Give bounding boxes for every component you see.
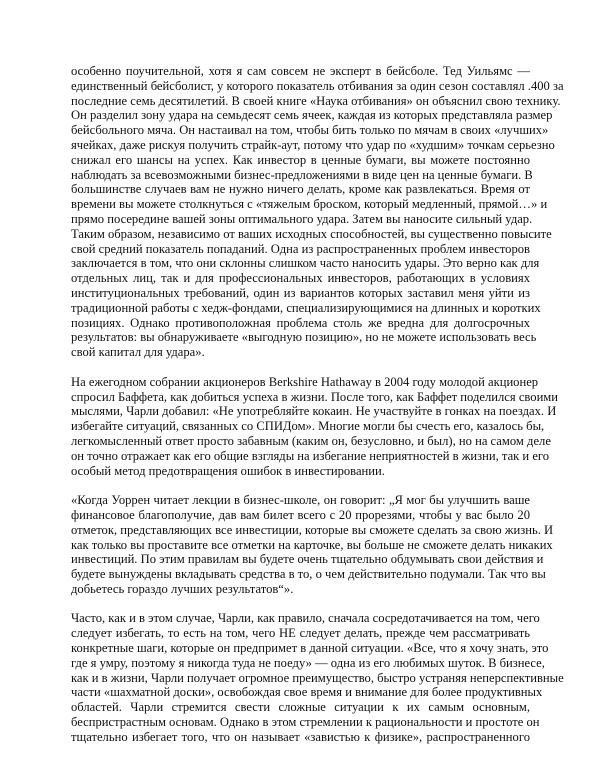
text-line: снижал его шансы на успех. Как инвестор в ценные бумаги, вы можете постоянно bbox=[71, 152, 530, 167]
text-line: наблюдать за всевозможными бизнес-предложениями в виде цен на ценные бумаги. В bbox=[71, 167, 533, 182]
text-line: следует избегать, то есть на том, чего НЕ следует делать, прежде чем рассматривать bbox=[71, 626, 530, 641]
text-line: Таким образом, независимо от ваших исходных способностей, вы существенно повысите bbox=[71, 226, 552, 241]
text-line: Часто, как и в этом случае, Чарли, как правило, сначала сосредотачивается на том, чего bbox=[71, 611, 540, 626]
text-line: части «шахматной доски», освобождая свое время и внимание для более продуктивных bbox=[71, 685, 543, 700]
text-line: спросил Баффета, как добиться успеха в жизни. После того, как Баффет поделился своими bbox=[71, 389, 559, 404]
text-line: тщательно избегает того, что он называет «завистью к физике», распространенного bbox=[71, 729, 530, 744]
text-line: мыслями, Чарли добавил: «Не употребляйте кокаин. Не участвуйте в гонках на поездах. И bbox=[71, 404, 557, 419]
text-line: где я умру, поэтому я никогда туда не поеду» — одна из его любимых шуток. В бизнесе, bbox=[71, 655, 545, 670]
text-line: легкомысленный ответ просто забавным (каким он, безусловно, и был), но на самом деле bbox=[71, 433, 551, 448]
text-line: институциональных требований, один из вариантов которых заставил меня уйти из bbox=[71, 285, 530, 300]
text-line: заключается в том, что они склонны слишком часто наносить удары. Это верно как для bbox=[71, 256, 540, 271]
text-line: ячейках, даже рискуя получить страйк-аут, потому что удар по «худшим» точкам серьезно bbox=[71, 137, 555, 152]
text-line: особенно поучительной, хотя я сам совсем не эксперт в бейсболе. Тед Уильямс — bbox=[71, 64, 530, 78]
paragraph bbox=[71, 64, 564, 360]
text-line: позициях. Однако противоположная проблема столь же вредна для долгосрочных bbox=[71, 315, 530, 330]
text-line: На ежегодном собрании акционеров Berkshire Hathaway в 2004 году молодой акционер bbox=[71, 374, 539, 389]
text-line: конкретные шаги, которые он предпримет в данной ситуации. «Все, что я хочу знать, это bbox=[71, 641, 549, 656]
text-line: как только вы проставите все отметки на карточке, вы больше не сможете делать никаких bbox=[71, 537, 553, 552]
text-line: финансовое благополучие, дав вам билет всего с 20 прорезями, чтобы у вас было 20 bbox=[71, 507, 530, 522]
text-line: прямо посередине вашей зоны оптимального удара. Затем вы наносите сильный удар. bbox=[71, 211, 533, 226]
text-line: времени вы можете столкнуться с «тяжелым броском, который медленный, прямой…» и bbox=[71, 197, 548, 212]
text-line: последние семь десятилетий. В своей книге «Наука отбивания» он объяснил свою технику. bbox=[71, 93, 561, 108]
text-line: отметок, представляющих все инвестиции, которые вы сможете сделать за свою жизнь. И bbox=[71, 522, 554, 537]
text-line: инвестиций. По этим правилам вы будете очень тщательно обдумывать свои действия и bbox=[71, 552, 544, 567]
text-line: добьетесь гораздо лучших результатов“». bbox=[71, 581, 294, 596]
document-page bbox=[71, 64, 564, 759]
paragraph bbox=[71, 611, 564, 744]
paragraph bbox=[71, 374, 559, 479]
text-line: как и в жизни, Чарли получает огромное преимущество, быстро устраняя неперспективные bbox=[71, 670, 564, 685]
text-line: избегайте ситуаций, связанных со СПИДом». Многие могли бы счесть его, казалось бы, bbox=[71, 419, 545, 434]
text-line: результатов: вы обнаруживаете «выгодную позицию», но не можете использовать весь bbox=[71, 330, 537, 345]
text-line: областей. Чарли стремится свести сложные ситуации к их самым основным, bbox=[71, 700, 530, 715]
text-line: свой средний показатель попаданий. Одна из распространенных проблем инвесторов bbox=[71, 241, 530, 256]
text-line: «Когда Уоррен читает лекции в бизнес-школе, он говорит: „Я мог бы улучшить ваше bbox=[71, 493, 530, 508]
text-line: единственный бейсболист, у которого показатель отбивания за один сезон составлял .400 за bbox=[71, 78, 564, 93]
text-line: будете вынуждены вкладывать средства в то, о чем действительно подумали. Так что вы bbox=[71, 567, 546, 582]
text-line: свой капитал для удара». bbox=[71, 345, 205, 360]
text-line: беспристрастным основам. Однако в этом стремлении к рациональности и простоте он bbox=[71, 715, 540, 730]
text-line: отдельных лиц, так и для профессиональных инвесторов, работающих в условиях bbox=[71, 271, 530, 286]
text-line: особый метод предотвращения ошибок в инвестировании. bbox=[71, 463, 385, 478]
paragraph bbox=[71, 493, 554, 597]
text-line: Он разделил зону удара на семьдесят семь ячеек, каждая из которых представляла размер bbox=[71, 108, 553, 123]
text-line: большинстве случаев вам не нужно ничего делать, кроме как развлекаться. Время от bbox=[71, 182, 530, 197]
text-line: традиционной работы с хедж-фондами, специализирующимися на длинных и коротких bbox=[71, 300, 541, 315]
text-line: он точно отражает как его общие взгляды на избегание неприятностей в жизни, так и его bbox=[71, 448, 550, 463]
text-line: бейсбольного мяча. Он настаивал на том, чтобы бить только по мячам в своих «лучших» bbox=[71, 123, 549, 138]
